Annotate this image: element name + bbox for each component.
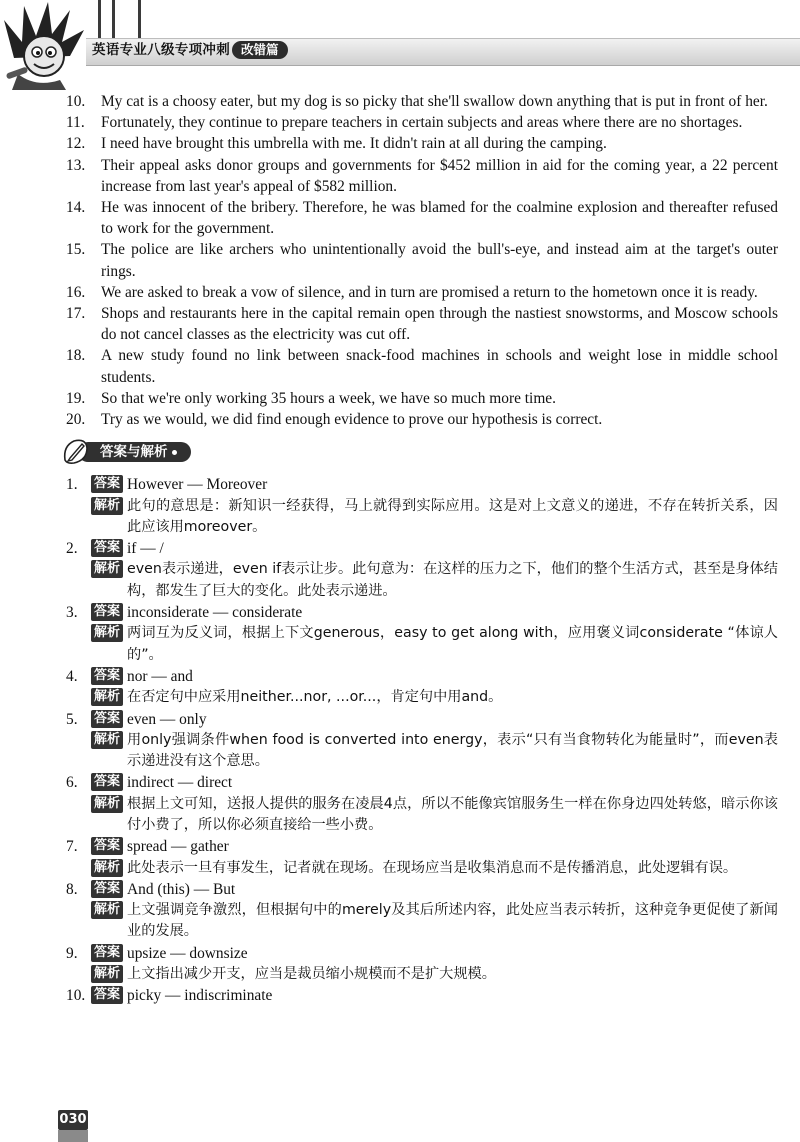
question-item <box>66 303 778 345</box>
section-title <box>78 442 191 462</box>
question-item <box>66 197 778 239</box>
analysis-text: 上文强调竞争激烈，但根据句中的merely及其后所述内容，此处应当表示转折，这种竞争更促使了新闻业的发展。 <box>127 902 778 940</box>
answer-number: 1. <box>66 476 78 494</box>
question-item <box>66 388 778 409</box>
answer-text: picky — indiscriminate <box>127 987 273 1005</box>
answer-item <box>66 943 778 986</box>
analysis-text: 上文指出减少开支，应当是裁员缩小规模而不是扩大规模。 <box>127 966 496 983</box>
answer-badge: 答案 <box>91 773 123 791</box>
answer-item <box>66 538 778 602</box>
page-number-bar <box>58 1130 88 1142</box>
analysis-badge: 解析 <box>91 688 123 706</box>
question-text: Try as we would, we did find enough evidence to prove our hypothesis is correct. <box>101 411 603 429</box>
analysis-badge: 解析 <box>91 795 123 813</box>
question-item <box>66 282 778 303</box>
analysis-text: 此处表示一旦有事发生，记者就在现场。在现场应当是收集消息而不是传播消息，此处逻辑有误。 <box>127 859 738 876</box>
page-header <box>0 0 800 92</box>
analysis-text: even表示递进，even if表示让步。此句意为：在这样的压力之下，他们的整个生活方式，甚至是身体结构，都发生了巨大的变化。此处表示递进。 <box>127 561 778 599</box>
question-number: 15. <box>66 241 86 259</box>
section-title-text: 答案与解析 <box>100 444 168 461</box>
question-number: 19. <box>66 389 86 407</box>
answer-text: even — only <box>127 710 207 728</box>
question-text: So that we're only working 35 hours a week, we have so much more time. <box>101 389 556 407</box>
question-number: 16. <box>66 283 86 301</box>
header-line <box>112 0 115 40</box>
dot-icon <box>172 450 177 455</box>
answer-item <box>66 474 778 538</box>
question-text: My cat is a choosy eater, but my dog is so picky that she'll swallow down anything that is put in front of her. <box>101 93 768 110</box>
question-item <box>66 239 778 281</box>
question-text: Fortunately, they continue to prepare teachers in certain subjects and areas where there are no shortages. <box>101 114 743 132</box>
answer-item <box>66 772 778 836</box>
answer-number: 8. <box>66 880 78 898</box>
answer-badge: 答案 <box>91 880 123 898</box>
question-number: 17. <box>66 305 86 323</box>
analysis-badge: 解析 <box>91 560 123 578</box>
mascot-icon <box>0 0 96 92</box>
question-number: 14. <box>66 199 86 217</box>
answer-number: 5. <box>66 710 78 728</box>
question-number: 20. <box>66 411 86 429</box>
question-text: I need have brought this umbrella with me. It didn't rain at all during the camping. <box>101 135 607 153</box>
answer-text: nor — and <box>127 667 193 685</box>
answer-item <box>66 666 778 709</box>
question-text: A new study found no link between snack-food machines in schools and weight lose in middle school students. <box>101 347 778 386</box>
question-text: Shops and restaurants here in the capital remain open through the nastiest snowstorms, and Moscow schools do not cancel classes as the electricity was cut off. <box>101 305 778 344</box>
analysis-text: 在否定句中应采用neither...nor, ...or...，肯定句中用and。 <box>127 689 503 706</box>
answer-text: indirect — direct <box>127 774 233 792</box>
analysis-badge: 解析 <box>91 497 123 515</box>
question-number: 11. <box>66 114 85 132</box>
answer-badge: 答案 <box>91 603 123 621</box>
question-item <box>66 409 778 430</box>
answer-badge: 答案 <box>91 944 123 962</box>
question-text: Their appeal asks donor groups and governments for $452 million in aid for the coming year, a 22 percent increase from last year's appeal of $582 million. <box>101 156 778 195</box>
page-content <box>66 91 778 1007</box>
question-item <box>66 112 778 133</box>
question-number: 12. <box>66 135 86 153</box>
answer-badge: 答案 <box>91 986 123 1004</box>
analysis-badge: 解析 <box>91 859 123 877</box>
analysis-badge: 解析 <box>91 901 123 919</box>
answer-list <box>66 474 778 1006</box>
answer-text: upsize — downsize <box>127 944 248 962</box>
question-item <box>66 345 778 387</box>
answer-item <box>66 879 778 943</box>
question-text: The police are like archers who unintentionally avoid the bull's-eye, and instead aim at the target's outer rings. <box>101 241 778 280</box>
answer-text: if — / <box>127 540 164 558</box>
answer-badge: 答案 <box>91 837 123 855</box>
answer-text: spread — gather <box>127 838 229 856</box>
question-number: 18. <box>66 347 86 365</box>
analysis-text: 根据上文可知，送报人提供的服务在凌晨4点，所以不能像宾馆服务生一样在你身边四处转悠，暗示你该付小费了，所以你必须直接给一些小费。 <box>127 795 778 833</box>
answer-number: 2. <box>66 540 78 558</box>
answer-number: 10. <box>66 987 86 1005</box>
answer-badge: 答案 <box>91 710 123 728</box>
page-number: 030 <box>58 1110 88 1130</box>
analysis-badge: 解析 <box>91 624 123 642</box>
question-item <box>66 91 778 112</box>
answer-item <box>66 985 778 1006</box>
answer-badge: 答案 <box>91 475 123 493</box>
book-section-tag: 改错篇 <box>232 41 288 59</box>
answer-badge: 答案 <box>91 539 123 557</box>
answer-number: 4. <box>66 667 78 685</box>
question-text: He was innocent of the bribery. Therefore, he was blamed for the coalmine explosion and thereafter refused to work for the government. <box>101 199 778 238</box>
analysis-text: 此句的意思是：新知识一经获得，马上就得到实际应用。这是对上文意义的递进，不存在转折关系，因此应该用moreover。 <box>127 497 778 535</box>
answer-item <box>66 836 778 879</box>
analysis-badge: 解析 <box>91 731 123 749</box>
question-item <box>66 133 778 154</box>
analysis-badge: 解析 <box>91 965 123 983</box>
header-line <box>138 0 141 40</box>
question-number: 10. <box>66 93 86 110</box>
question-number: 13. <box>66 156 86 174</box>
answer-text: inconsiderate — considerate <box>127 604 303 622</box>
question-list <box>66 91 778 430</box>
answer-number: 6. <box>66 774 78 792</box>
answer-item <box>66 602 778 666</box>
analysis-text: 用only强调条件when food is converted into energy，表示“只有当食物转化为能量时”，而even表示递进没有这个意思。 <box>127 731 778 770</box>
answer-number: 7. <box>66 838 78 856</box>
question-text: We are asked to break a vow of silence, and in turn are promised a return to the hometown once it is ready. <box>101 283 758 301</box>
answer-number: 3. <box>66 604 78 622</box>
analysis-text: 两词互为反义词，根据上下文generous，easy to get along with，应用褒义词considerate “体谅人的”。 <box>127 625 778 663</box>
question-item <box>66 155 778 197</box>
book-title: 英语专业八级专项冲刺 <box>92 42 230 58</box>
answer-text: And (this) — But <box>127 880 236 898</box>
answer-number: 9. <box>66 944 78 962</box>
answers-section-header <box>66 440 778 466</box>
answer-text: However — Moreover <box>127 476 268 494</box>
answer-item <box>66 709 778 773</box>
pen-icon <box>60 436 90 466</box>
answer-badge: 答案 <box>91 667 123 685</box>
header-line <box>98 0 101 40</box>
